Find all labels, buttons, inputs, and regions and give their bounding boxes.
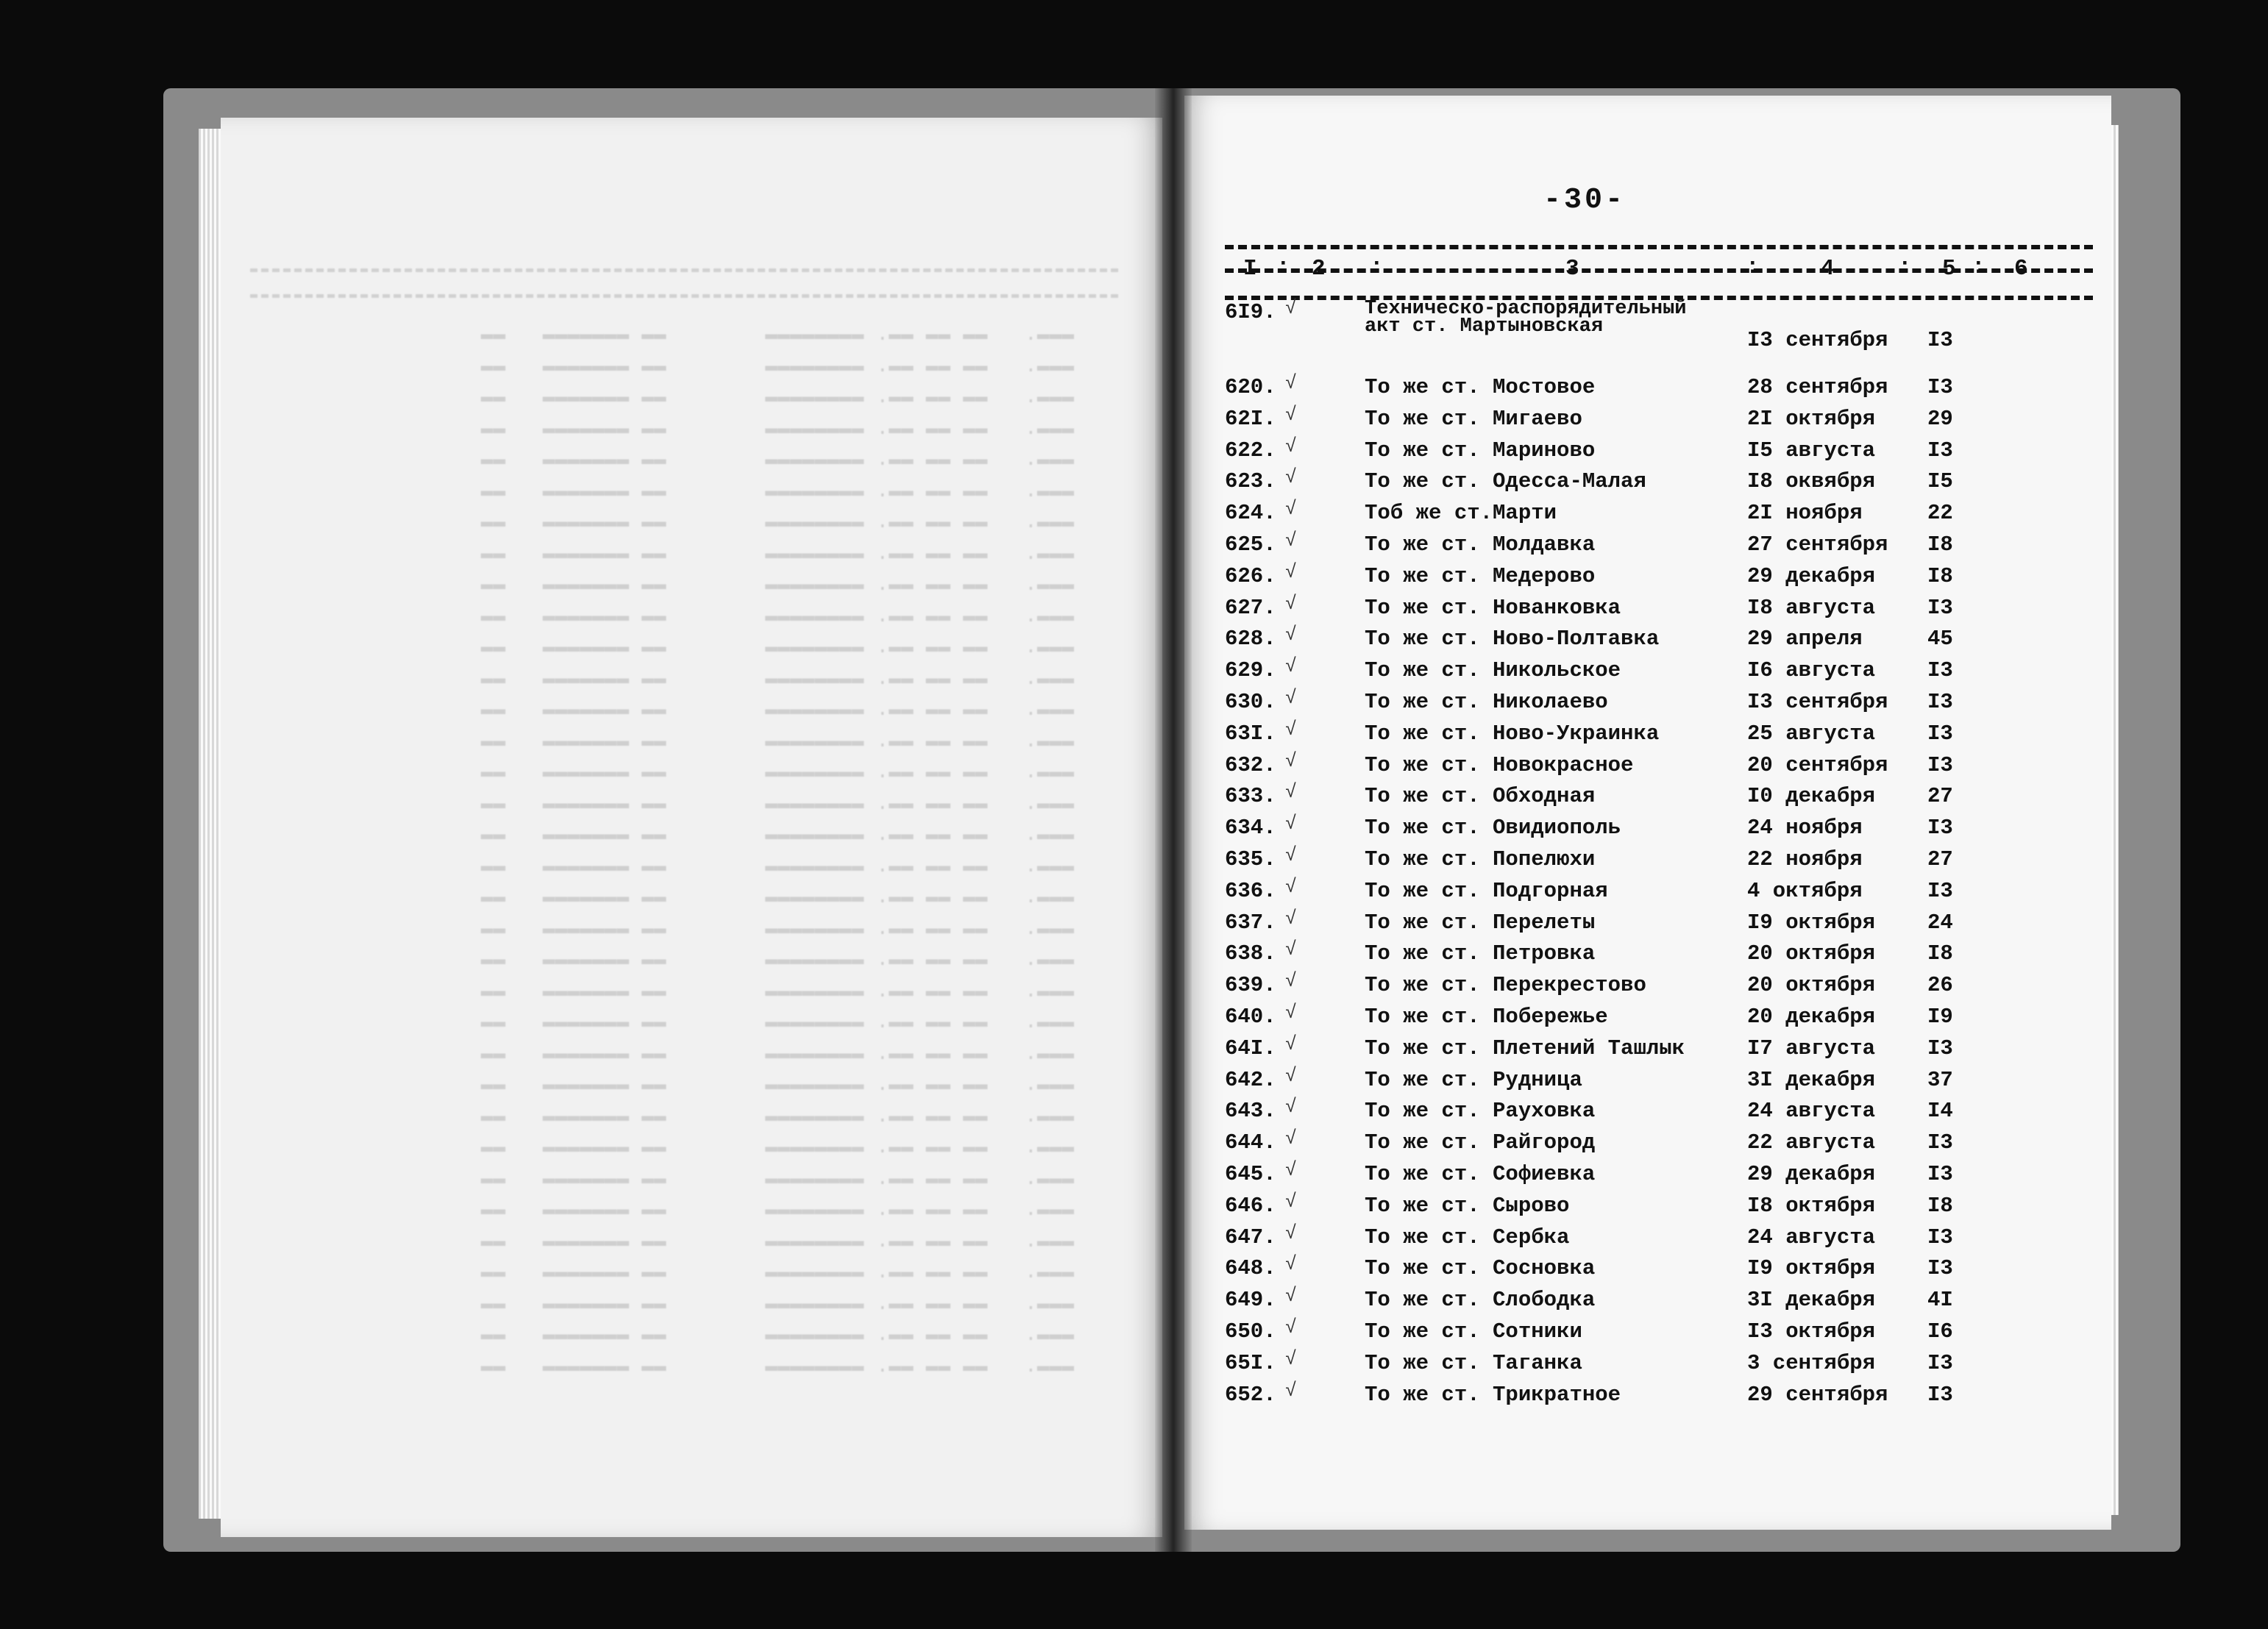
entry-date: I8 октября xyxy=(1747,1193,1876,1218)
left-page xyxy=(221,118,1162,1537)
check-mark-icon: √ xyxy=(1285,466,1297,489)
entry-sheet-count: I3 xyxy=(1927,1162,1953,1186)
check-mark-icon: √ xyxy=(1285,1253,1297,1276)
entry-number: 639. xyxy=(1225,973,1276,998)
entry-title: То же ст. Медерово xyxy=(1365,563,1596,588)
table-row xyxy=(1217,1127,2086,1163)
header-rule-top xyxy=(1225,245,2093,249)
column-header-1: I xyxy=(1243,256,1257,282)
entry-title: То же ст. Софиевка xyxy=(1365,1162,1596,1186)
entry-sheet-count: 37 xyxy=(1927,1067,1953,1092)
entry-sheet-count: I4 xyxy=(1927,1099,1953,1124)
entry-sheet-count: 26 xyxy=(1927,973,1953,998)
entry-title: То же ст. Мостовое xyxy=(1365,375,1596,399)
entry-date: I9 октября xyxy=(1747,1256,1876,1281)
entry-number: 635. xyxy=(1225,847,1276,871)
entry-sheet-count: 27 xyxy=(1927,847,1953,871)
entry-title: То же ст. Нованковка xyxy=(1365,595,1621,620)
table-row xyxy=(1217,1222,2086,1258)
entry-sheet-count: I3 xyxy=(1927,752,1953,777)
check-mark-icon: √ xyxy=(1285,1379,1297,1402)
table-row xyxy=(1217,1096,2086,1131)
table-row xyxy=(1217,1002,2086,1037)
check-mark-icon: √ xyxy=(1285,1316,1297,1339)
column-separator: : xyxy=(1972,254,1986,280)
entry-number: 645. xyxy=(1225,1162,1276,1186)
column-header-4: 4 xyxy=(1821,256,1835,282)
check-mark-icon: √ xyxy=(1285,875,1297,898)
entry-number: 649. xyxy=(1225,1288,1276,1313)
column-separator: : xyxy=(1746,254,1760,280)
entry-title: То же ст. Трикратное xyxy=(1365,1382,1621,1407)
entry-number: 628. xyxy=(1225,627,1276,652)
entry-date: 29 декабря xyxy=(1747,1162,1876,1186)
entry-title: Техническо-распорядительный акт ст. Мартыновская xyxy=(1365,298,1687,338)
entry-title: То же ст. Рауховка xyxy=(1365,1099,1596,1124)
entry-date: I3 октября xyxy=(1747,1319,1876,1344)
table-row xyxy=(1217,1253,2086,1288)
table-row xyxy=(1217,781,2086,816)
check-mark-icon: √ xyxy=(1285,687,1297,709)
table-row xyxy=(1217,1190,2086,1226)
entry-title: То же ст. Сосновка xyxy=(1365,1256,1596,1281)
entry-date: I3 сентября xyxy=(1747,328,1888,352)
check-mark-icon: √ xyxy=(1285,1190,1297,1213)
check-mark-icon: √ xyxy=(1285,938,1297,961)
table-row xyxy=(1217,466,2086,502)
column-header-3: 3 xyxy=(1565,256,1579,282)
table-row xyxy=(1217,970,2086,1005)
table-row xyxy=(1217,372,2086,407)
entry-number: 65I. xyxy=(1225,1350,1276,1375)
entry-number: 624. xyxy=(1225,501,1276,526)
entry-title: То же ст. Николаево xyxy=(1365,690,1608,714)
entry-sheet-count: I3 xyxy=(1927,878,1953,903)
check-mark-icon: √ xyxy=(1285,530,1297,552)
table-row xyxy=(1217,1316,2086,1352)
check-mark-icon: √ xyxy=(1285,781,1297,804)
entry-title: То же ст. Плетений Ташлык xyxy=(1365,1035,1685,1061)
column-separator: : xyxy=(1898,254,1912,280)
entry-number: 6I9. xyxy=(1225,300,1276,324)
entry-number: 62I. xyxy=(1225,406,1276,431)
entry-number: 642. xyxy=(1225,1067,1276,1092)
table-row xyxy=(1217,655,2086,691)
entry-number: 640. xyxy=(1225,1005,1276,1029)
entry-date: 20 октября xyxy=(1747,941,1876,966)
entry-sheet-count: I3 xyxy=(1927,816,1953,841)
entry-date: 20 декабря xyxy=(1747,1005,1876,1029)
entry-title: То же ст. Овидиополь xyxy=(1365,816,1621,841)
entry-date: I8 оквября xyxy=(1747,469,1876,494)
check-mark-icon: √ xyxy=(1285,1064,1297,1087)
entry-sheet-count: I3 xyxy=(1927,1225,1953,1250)
entry-date: 22 августа xyxy=(1747,1130,1876,1155)
check-mark-icon: √ xyxy=(1285,1033,1297,1055)
table-row xyxy=(1217,297,2086,359)
table-row xyxy=(1217,560,2086,596)
entry-number: 620. xyxy=(1225,375,1276,399)
check-mark-icon: √ xyxy=(1285,1002,1297,1024)
table-row xyxy=(1217,844,2086,880)
entry-date: I0 декабря xyxy=(1747,784,1876,809)
header-rule-middle xyxy=(1225,268,2093,273)
entry-title: То же ст. Мигаево xyxy=(1365,406,1582,431)
entry-sheet-count: I5 xyxy=(1927,469,1953,494)
check-mark-icon: √ xyxy=(1285,749,1297,772)
table-row xyxy=(1217,1347,2086,1383)
entry-number: 629. xyxy=(1225,658,1276,683)
check-mark-icon: √ xyxy=(1285,844,1297,866)
entry-sheet-count: I3 xyxy=(1927,1382,1953,1407)
entry-date: 24 августа xyxy=(1747,1099,1876,1124)
table-row xyxy=(1217,907,2086,943)
entry-date: I3 сентября xyxy=(1747,690,1888,714)
entry-date: I7 августа xyxy=(1747,1035,1876,1061)
table-row xyxy=(1217,1159,2086,1194)
table-row xyxy=(1217,624,2086,659)
entry-date: I8 августа xyxy=(1747,595,1876,620)
entry-number: 64I. xyxy=(1225,1035,1276,1061)
table-row xyxy=(1217,403,2086,439)
entry-sheet-count: 27 xyxy=(1927,784,1953,809)
entry-number: 630. xyxy=(1225,690,1276,714)
entry-sheet-count: 45 xyxy=(1927,627,1953,652)
check-mark-icon: √ xyxy=(1285,1127,1297,1150)
entry-number: 625. xyxy=(1225,532,1276,557)
column-header-6: 6 xyxy=(2014,256,2028,282)
entry-number: 643. xyxy=(1225,1099,1276,1124)
table-row xyxy=(1217,1064,2086,1100)
entry-number: 644. xyxy=(1225,1130,1276,1155)
entry-sheet-count: I6 xyxy=(1927,1319,1953,1344)
check-mark-icon: √ xyxy=(1285,655,1297,678)
entry-number: 646. xyxy=(1225,1193,1276,1218)
check-mark-icon: √ xyxy=(1285,1222,1297,1244)
entry-date: 29 апреля xyxy=(1747,627,1863,652)
entry-date: 24 ноября xyxy=(1747,816,1863,841)
entry-title: То же ст. Обходная xyxy=(1365,784,1596,809)
entry-title: То же ст. Мариново xyxy=(1365,438,1596,463)
table-row xyxy=(1217,938,2086,974)
check-mark-icon: √ xyxy=(1285,498,1297,521)
check-mark-icon: √ xyxy=(1285,297,1297,319)
column-separator: : xyxy=(1276,254,1290,280)
entry-number: 652. xyxy=(1225,1382,1276,1407)
book-spine-shadow xyxy=(1155,88,1192,1552)
entry-title: То же ст. Никольское xyxy=(1365,658,1621,683)
table-row xyxy=(1217,749,2086,785)
page-number: -30- xyxy=(1543,184,1627,217)
entry-title: То же ст. Перелеты xyxy=(1365,910,1596,935)
entry-title: То же ст. Таганка xyxy=(1365,1350,1582,1375)
entry-title: То же ст. Перекрестово xyxy=(1365,973,1646,998)
entry-number: 623. xyxy=(1225,469,1276,494)
entry-title: То же ст. Новокрасное xyxy=(1365,752,1634,777)
entry-number: 622. xyxy=(1225,438,1276,463)
entry-sheet-count: 22 xyxy=(1927,501,1953,526)
table-row xyxy=(1217,1033,2086,1069)
table-row xyxy=(1217,592,2086,628)
entry-sheet-count: I3 xyxy=(1927,328,1953,352)
entry-title: То же ст. Ново-Полтавка xyxy=(1365,627,1660,652)
check-mark-icon: √ xyxy=(1285,403,1297,426)
entry-sheet-count: I8 xyxy=(1927,532,1953,557)
entry-sheet-count: I3 xyxy=(1927,1350,1953,1375)
entry-date: 2I ноября xyxy=(1747,501,1863,526)
entry-sheet-count: I3 xyxy=(1927,1035,1953,1061)
entry-date: 27 сентября xyxy=(1747,532,1888,557)
check-mark-icon: √ xyxy=(1285,1347,1297,1370)
entry-date: 4 октября xyxy=(1747,878,1863,903)
entry-sheet-count: 29 xyxy=(1927,406,1953,431)
column-header-2: 2 xyxy=(1312,256,1326,282)
entry-date: 2I октября xyxy=(1747,406,1876,431)
entry-date: 24 августа xyxy=(1747,1225,1876,1250)
entry-title: То же ст. Слободка xyxy=(1365,1288,1596,1313)
check-mark-icon: √ xyxy=(1285,718,1297,741)
entry-sheet-count: I3 xyxy=(1927,438,1953,463)
entry-number: 63I. xyxy=(1225,721,1276,746)
entry-title: То же ст. Сырово xyxy=(1365,1193,1570,1218)
entry-title: То же ст. Одесса-Малая xyxy=(1365,469,1646,494)
entry-sheet-count: I3 xyxy=(1927,658,1953,683)
table-row xyxy=(1217,435,2086,471)
check-mark-icon: √ xyxy=(1285,1096,1297,1119)
entry-date: 20 октября xyxy=(1747,973,1876,998)
entry-number: 633. xyxy=(1225,784,1276,809)
entry-date: 25 августа xyxy=(1747,721,1876,746)
entry-date: I6 августа xyxy=(1747,658,1876,683)
entry-number: 647. xyxy=(1225,1225,1276,1250)
table-row xyxy=(1217,813,2086,848)
entry-title: То же ст. Ново-Украинка xyxy=(1365,721,1660,746)
entry-date: I5 августа xyxy=(1747,438,1876,463)
entry-date: I9 октября xyxy=(1747,910,1876,935)
entry-sheet-count: I8 xyxy=(1927,941,1953,966)
entry-date: 3I декабря xyxy=(1747,1288,1876,1313)
entry-number: 636. xyxy=(1225,878,1276,903)
entry-sheet-count: 4I xyxy=(1927,1288,1953,1313)
entry-date: 28 сентября xyxy=(1747,375,1888,399)
entry-sheet-count: I3 xyxy=(1927,1130,1953,1155)
entry-sheet-count: I3 xyxy=(1927,595,1953,620)
check-mark-icon: √ xyxy=(1285,624,1297,646)
check-mark-icon: √ xyxy=(1285,1159,1297,1181)
entry-title: То же ст. Сербка xyxy=(1365,1225,1570,1250)
table-row xyxy=(1217,1379,2086,1415)
check-mark-icon: √ xyxy=(1285,813,1297,835)
check-mark-icon: √ xyxy=(1285,592,1297,615)
check-mark-icon: √ xyxy=(1285,372,1297,394)
entry-date: 29 сентября xyxy=(1747,1382,1888,1407)
entry-sheet-count: I8 xyxy=(1927,563,1953,588)
entry-title: То же ст. Побережье xyxy=(1365,1005,1608,1029)
entry-date: 22 ноября xyxy=(1747,847,1863,871)
entry-sheet-count: I8 xyxy=(1927,1193,1953,1218)
entry-sheet-count: 24 xyxy=(1927,910,1953,935)
entry-number: 638. xyxy=(1225,941,1276,966)
table-row xyxy=(1217,687,2086,722)
entry-title: То же ст. Петровка xyxy=(1365,941,1596,966)
table-row xyxy=(1217,498,2086,533)
entry-date: 3I декабря xyxy=(1747,1067,1876,1092)
table-row xyxy=(1217,1285,2086,1320)
entry-title: То же ст. Подгорная xyxy=(1365,878,1608,903)
entry-number: 648. xyxy=(1225,1256,1276,1281)
entry-sheet-count: I9 xyxy=(1927,1005,1953,1029)
column-separator: : xyxy=(1370,254,1384,280)
entry-sheet-count: I3 xyxy=(1927,690,1953,714)
table-row xyxy=(1217,532,2086,565)
table-row xyxy=(1217,875,2086,911)
entry-number: 632. xyxy=(1225,752,1276,777)
entry-number: 634. xyxy=(1225,816,1276,841)
check-mark-icon: √ xyxy=(1285,1285,1297,1308)
entry-title: То же ст. Райгород xyxy=(1365,1130,1596,1155)
entry-number: 627. xyxy=(1225,595,1276,620)
check-mark-icon: √ xyxy=(1285,970,1297,993)
entry-title: То же ст. Сотники xyxy=(1365,1319,1582,1344)
entry-title: То же ст. Рудница xyxy=(1365,1067,1582,1092)
check-mark-icon: √ xyxy=(1285,560,1297,583)
entry-date: 29 декабря xyxy=(1747,563,1876,588)
entry-title: Тоб же ст.Марти xyxy=(1365,501,1557,526)
entry-sheet-count: I3 xyxy=(1927,375,1953,399)
check-mark-icon: √ xyxy=(1285,907,1297,930)
entry-number: 650. xyxy=(1225,1319,1276,1344)
entry-title: То же ст. Попелюхи xyxy=(1365,847,1596,871)
entry-sheet-count: I3 xyxy=(1927,1256,1953,1281)
entry-date: 20 сентября xyxy=(1747,752,1888,777)
entry-date: 3 сентября xyxy=(1747,1350,1876,1375)
check-mark-icon: √ xyxy=(1285,435,1297,457)
column-header-5: 5 xyxy=(1942,256,1956,282)
entry-sheet-count: I3 xyxy=(1927,721,1953,746)
entry-title: То же ст. Молдавка xyxy=(1365,532,1596,557)
entry-number: 637. xyxy=(1225,910,1276,935)
table-row xyxy=(1217,718,2086,754)
entry-number: 626. xyxy=(1225,563,1276,588)
